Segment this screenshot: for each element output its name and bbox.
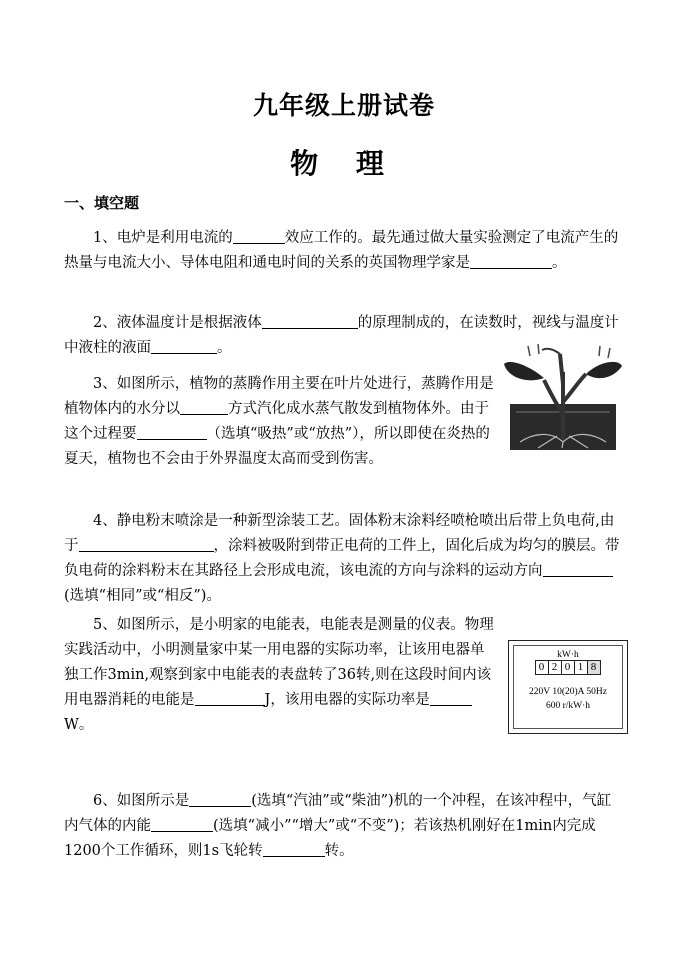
q1-text-a: 1、电炉是利用电流的 — [93, 230, 233, 246]
q6-blank-1 — [189, 791, 251, 807]
meter-digit: 2 — [548, 660, 562, 675]
meter-digit: 0 — [535, 660, 549, 675]
q3-text-c: （选填“吸热”或“放热”），所以即使在炎热的夏天，植物也不会由于外界温度太高而受到伤害。 — [64, 426, 490, 467]
q2-text-c: 。 — [217, 340, 232, 356]
question-6 — [64, 789, 624, 864]
section-heading: 一、填空题 — [64, 194, 140, 212]
q1-text-b: 效应工作的。最先通过做大量实验测定了电流产生的热量与电流大小、导体电阻和通电时间的关系的英国物理学家是 — [64, 230, 619, 271]
q6-text-b: (选填“汽油”或“柴油”)机的一个冲程，在该冲程中，气缸内气体的内能 — [64, 793, 612, 834]
question-4 — [64, 509, 624, 609]
q3-blank-2 — [137, 424, 207, 440]
meter-digits — [536, 660, 601, 675]
q4-blank-2 — [543, 561, 613, 577]
q4-text-b: ，涂料被吸附到带正电荷的工件上，固化后成为均匀的膜层。带负电荷的涂料粉末在其路径上会形成电流，该电流的方向与涂料的运动方向 — [64, 538, 620, 579]
q6-text-d: 转。 — [324, 843, 354, 859]
meter-spec: 220V 10(20)A 50Hz — [529, 687, 607, 697]
q1-blank-1 — [233, 228, 285, 244]
question-1 — [64, 226, 624, 276]
q6-blank-3 — [263, 841, 325, 857]
q5-blank-1 — [195, 690, 265, 706]
page-title: 九年级上册试卷 — [252, 91, 435, 120]
q4-text-c: (选填“相同”或“相反”)。 — [64, 588, 221, 604]
q2-blank-2 — [151, 338, 217, 354]
q5-text-a: 5、如图所示，是小明家的电能表，电能表是测量的仪表。物理实践活动中，小明测量家中某一用电器的实际功率，让该用电器单独工作3min,观察到家中电能表的表盘转了36转,则在这段时间内该用电器消耗的电能是 — [64, 617, 494, 708]
q5-blank-2 — [430, 690, 472, 706]
q5-text-c: W。 — [64, 717, 94, 733]
q6-blank-2 — [151, 816, 213, 832]
energy-meter-figure — [508, 640, 628, 734]
meter-digit: 8 — [587, 660, 601, 675]
q6-text-a: 6、如图所示是 — [93, 793, 190, 809]
q1-blank-2 — [470, 253, 552, 269]
q5-text-b: J，该用电器的实际功率是 — [264, 692, 430, 708]
q3-text-a: 3、如图所示，植物的蒸腾作用主要在叶片处进行，蒸腾作用是植物体内的水分以 — [64, 376, 494, 417]
meter-digit: 1 — [574, 660, 588, 675]
q4-text-a: 4、静电粉末喷涂是一种新型涂装工艺。固体粉末涂料经喷枪喷出后带上负电荷,由于 — [64, 513, 615, 554]
question-5 — [64, 613, 496, 738]
q3-text-b: 方式汽化成水蒸气散发到植物体外。由于这个过程要 — [64, 401, 489, 442]
q2-blank-1 — [262, 313, 358, 329]
q2-text-a: 2、液体温度计是根据液体 — [93, 315, 262, 331]
q2-text-b: 的原理制成的，在读数时，视线与温度计中液柱的液面 — [64, 315, 619, 356]
q4-blank-1 — [79, 536, 214, 552]
subject-title: 物 理 — [290, 147, 398, 180]
q6-text-c: (选填“减小”“增大”或“不变”)；若该热机刚好在1min内完成1200个工作循环，则1s飞轮转 — [64, 818, 596, 859]
meter-rate: 600 r/kW·h — [545, 701, 591, 711]
plant-figure — [502, 344, 624, 450]
question-3 — [64, 372, 496, 472]
q1-text-c: 。 — [552, 255, 567, 271]
meter-digit: 0 — [561, 660, 575, 675]
q3-blank-1 — [180, 399, 228, 415]
meter-unit: kW·h — [557, 650, 579, 660]
